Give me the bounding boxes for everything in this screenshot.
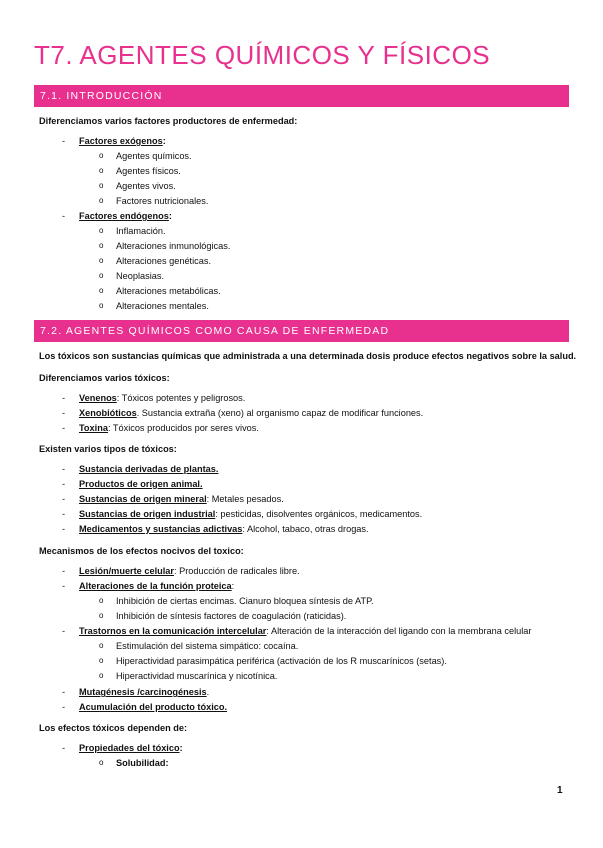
bullet-icon: o	[99, 286, 104, 295]
list-item: Factores nutricionales.	[116, 196, 209, 206]
list-item-venenos: Venenos: Tóxicos potentes y peligrosos.	[79, 393, 246, 403]
list-item-mecanismo: Acumulación del producto tóxico.	[79, 702, 228, 712]
list-item-endogenos: Factores endógenos:	[79, 211, 172, 221]
bullet-icon: o	[99, 151, 104, 160]
bullet-icon: o	[99, 271, 104, 280]
list-item-tipo: Productos de origen animal.	[79, 479, 203, 489]
list-item: Alteraciones mentales.	[116, 301, 209, 311]
dash-marker: -	[62, 566, 66, 576]
bullet-icon: o	[99, 641, 104, 650]
dash-marker: -	[62, 423, 66, 433]
list-item: Alteraciones inmunológicas.	[116, 241, 231, 251]
dash-marker: -	[62, 464, 66, 474]
list-item-xenobioticos: Xenobióticos. Sustancia extraña (xeno) al organismo capaz de modificar funciones.	[79, 408, 424, 418]
list-item: Inflamación.	[116, 226, 166, 236]
dash-marker: -	[62, 408, 66, 418]
dash-marker: -	[62, 524, 66, 534]
bullet-icon: o	[99, 656, 104, 665]
bullet-icon: o	[99, 181, 104, 190]
document-title: T7. AGENTES QUÍMICOS Y FÍSICOS	[34, 40, 491, 70]
list-item: Agentes físicos.	[116, 166, 181, 176]
list-item: Neoplasias.	[116, 271, 165, 281]
dash-marker: -	[62, 494, 66, 504]
section-header-quimicos: 7.2. AGENTES QUÍMICOS COMO CAUSA DE ENFERMEDAD	[34, 320, 569, 342]
paragraph-toxicos-definicion: Los tóxicos son sustancias químicas que administrada a una determinada dosis produce efectos negativos sobre la salud.	[39, 351, 577, 361]
dash-marker: -	[62, 479, 66, 489]
dash-marker: -	[62, 702, 66, 712]
dash-marker: -	[62, 509, 66, 519]
list-item-tipo: Medicamentos y sustancias adictivas: Alcohol, tabaco, otras drogas.	[79, 524, 369, 534]
bullet-icon: o	[99, 596, 104, 605]
list-item: Inhibición de ciertas encimas. Cianuro bloquea síntesis de ATP.	[116, 596, 374, 606]
bullet-icon: o	[99, 256, 104, 265]
bullet-icon: o	[99, 758, 104, 767]
list-item: Hiperactividad muscarínica y nicotínica.	[116, 671, 278, 681]
list-item: Agentes vivos.	[116, 181, 176, 191]
bullet-icon: o	[99, 241, 104, 250]
paragraph-tipos-lead: Existen varios tipos de tóxicos:	[39, 444, 177, 454]
bullet-icon: o	[99, 196, 104, 205]
section-header-introduccion: 7.1. INTRODUCCIÓN	[34, 85, 569, 107]
dash-marker: -	[62, 211, 66, 221]
list-item-mecanismo: Alteraciones de la función proteica:	[79, 581, 235, 591]
paragraph-toxicos-lead: Diferenciamos varios tóxicos:	[39, 373, 170, 383]
list-item: Agentes químicos.	[116, 151, 192, 161]
dash-marker: -	[62, 393, 66, 403]
list-item: Solubilidad:	[116, 758, 169, 768]
bullet-icon: o	[99, 301, 104, 310]
dash-marker: -	[62, 581, 66, 591]
list-item-toxina: Toxina: Tóxicos producidos por seres vivos.	[79, 423, 259, 433]
dash-marker: -	[62, 743, 66, 753]
bullet-icon: o	[99, 226, 104, 235]
list-item: Estimulación del sistema simpático: cocaína.	[116, 641, 299, 651]
list-item-tipo: Sustancias de origen mineral: Metales pesados.	[79, 494, 284, 504]
list-item: Alteraciones metabólicas.	[116, 286, 221, 296]
bullet-icon: o	[99, 166, 104, 175]
list-item-mecanismo: Mutagénesis /carcinogénesis.	[79, 687, 210, 697]
paragraph-dependencias-lead: Los efectos tóxicos dependen de:	[39, 723, 188, 733]
bullet-icon: o	[99, 671, 104, 680]
list-item: Inhibición de síntesis factores de coagulación (raticidas).	[116, 611, 347, 621]
dash-marker: -	[62, 626, 66, 636]
intro-lead: Diferenciamos varios factores productores de enfermedad:	[39, 116, 298, 126]
page-number: 1	[557, 785, 563, 796]
dash-marker: -	[62, 687, 66, 697]
list-item: Hiperactividad parasimpática periférica (activación de los R muscarínicos (setas).	[116, 656, 447, 666]
bullet-icon: o	[99, 611, 104, 620]
dash-marker: -	[62, 136, 66, 146]
list-item-mecanismo: Lesión/muerte celular: Producción de radicales libre.	[79, 566, 300, 576]
list-item-tipo: Sustancias de origen industrial: pesticidas, disolventes orgánicos, medicamentos.	[79, 509, 423, 519]
list-item-tipo: Sustancia derivadas de plantas.	[79, 464, 219, 474]
list-item-propiedades: Propiedades del tóxico:	[79, 743, 183, 753]
paragraph-mecanismos-lead: Mecanismos de los efectos nocivos del toxico:	[39, 546, 244, 556]
list-item-exogenos: Factores exógenos:	[79, 136, 166, 146]
list-item: Alteraciones genéticas.	[116, 256, 211, 266]
list-item-mecanismo: Trastornos en la comunicación intercelular: Alteración de la interacción del ligando con la membrana celular	[79, 626, 532, 636]
